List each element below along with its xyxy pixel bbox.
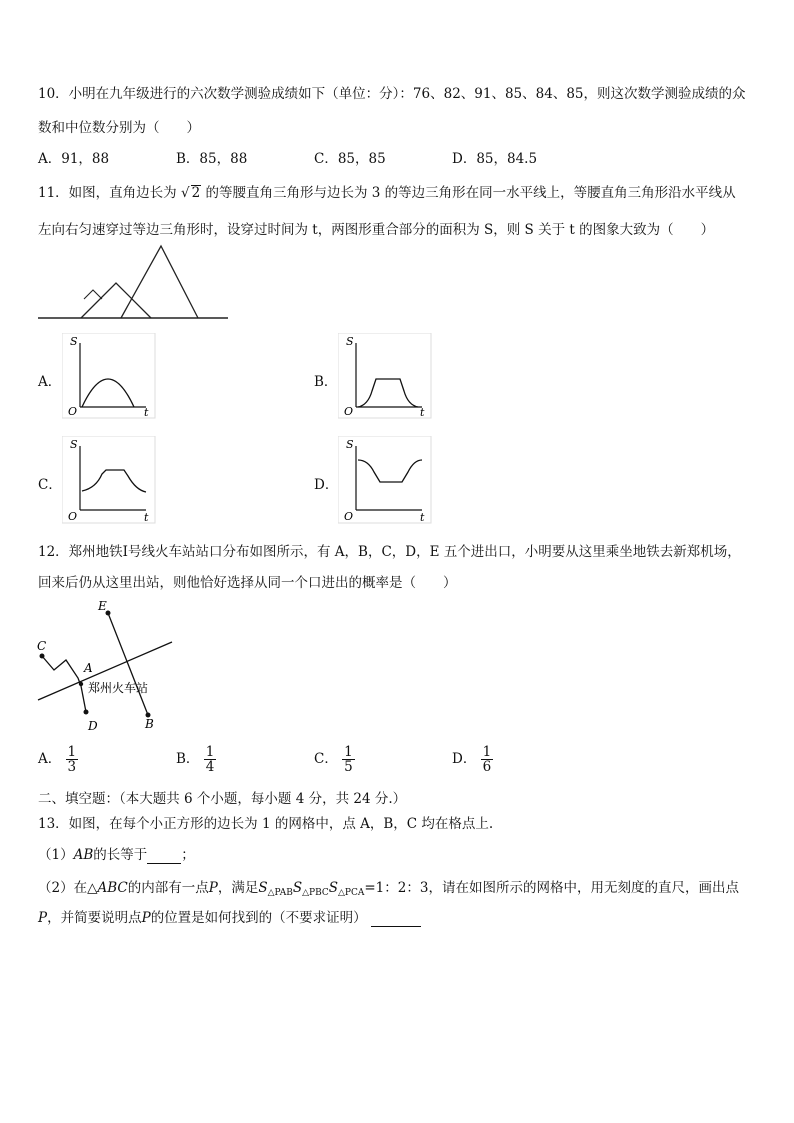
q10-option-a: A．91，88 <box>38 151 110 167</box>
fraction: $\frac{1}{3}$ <box>67 744 77 776</box>
q11-option-d-label: D． <box>314 477 339 493</box>
q11-stem-line2: 左向右匀速穿过等边三角形时，设穿过时间为 t，两图形重合部分的面积为 S，则 S 关于 t 的图象大致为（ ） <box>38 222 715 238</box>
section-heading: 二、填空题：（本大题共 6 个小题，每小题 4 分，共 24 分.） <box>38 791 407 807</box>
q12-option-b <box>176 745 216 774</box>
q11-triangles-figure <box>36 243 230 323</box>
axis-label-s: S <box>70 438 78 451</box>
q13-stem-line1: 13．如图，在每个小正方形的边长为 1 的网格中，点 A，B，C 均在格点上. <box>38 816 494 832</box>
q11-stem-post: 的等腰直角三角形与边长为 3 的等边三角形在同一水平线上，等腰直角三角形沿水平线从 <box>205 185 736 201</box>
q11-stem-line1 <box>38 181 736 201</box>
exit-c-path <box>42 656 81 686</box>
q13-part1: （1）AB的长等于 ； <box>38 847 195 863</box>
label-a: A <box>84 661 93 675</box>
curve-a <box>82 379 134 407</box>
q10-stem-line1: 10．小明在九年级进行的六次数学测验成绩如下（单位：分）：76、82、91、85、84、85，则这次数学测验成绩的众 <box>38 86 746 102</box>
exit-e-b-path <box>108 613 148 715</box>
sqrt-symbol: √ <box>180 185 190 201</box>
q11-option-c-label: C． <box>38 477 62 493</box>
q11-option-b-label: B． <box>314 374 338 390</box>
label-e: E <box>98 600 107 613</box>
label-c: C <box>37 639 47 653</box>
right-isosceles-triangle <box>81 283 151 318</box>
curve-d <box>358 460 422 482</box>
axis-label-t: t <box>144 511 149 524</box>
q12-stem-line2: 回来后仍从这里出站，则他恰好选择从同一个口进出的概率是（ ） <box>38 575 457 591</box>
q11-graph-c <box>62 436 156 524</box>
q11-option-a-label: A． <box>38 374 62 390</box>
q12-station-map <box>34 600 176 734</box>
axis-label-s: S <box>346 335 354 348</box>
point-c <box>40 654 45 659</box>
equilateral-triangle <box>121 246 198 318</box>
origin-label: O <box>68 510 78 523</box>
origin-label: O <box>344 405 354 418</box>
q13-part2-line2: P，并简要说明点P的位置是如何找到的（不要求证明） <box>38 906 421 927</box>
fraction: $\frac{1}{5}$ <box>344 744 353 776</box>
q11-sqrt-value: 2 <box>191 185 201 201</box>
fraction: $\frac{1}{4}$ <box>205 744 215 776</box>
option-label: D． <box>452 751 477 768</box>
right-angle-mark <box>84 290 102 299</box>
q12-option-d <box>452 745 493 774</box>
q12-option-a <box>38 745 78 774</box>
fraction: $\frac{1}{6}$ <box>482 744 492 776</box>
axis-label-t: t <box>420 511 425 524</box>
q11-graph-d <box>338 436 432 524</box>
option-label: C． <box>314 751 338 768</box>
q11-graph-a <box>62 333 156 419</box>
label-b: B <box>145 717 154 731</box>
q13-part2-line1: （2）在△ABC的内部有一点P，满足$S_{\triangle PAB}S_{\triangle PBC}S_{\triangle PCA}=1$：2：3，请在如图所示的网格中，用无刻度的直尺，画出点 <box>38 880 739 898</box>
answer-blank-2[interactable] <box>371 910 421 927</box>
q10-option-b: B．85，88 <box>176 151 248 167</box>
q12-option-c <box>314 745 355 774</box>
option-label: A． <box>38 751 62 768</box>
option-label: B． <box>176 751 200 768</box>
q12-stem-line1: 12．郑州地铁Ⅰ号线火车站站口分布如图所示，有 A，B，C，D，E 五个进出口，小明要从这里乘坐地铁去新郑机场， <box>38 544 741 560</box>
label-d: D <box>88 719 98 733</box>
exit-d-path <box>81 686 86 712</box>
curve-c <box>82 470 146 492</box>
station-label: 郑州火车站 <box>88 681 149 695</box>
point-d <box>84 710 89 715</box>
q11-graph-b <box>338 333 432 419</box>
axis-label-t: t <box>144 406 149 419</box>
axis-label-s: S <box>70 335 78 348</box>
curve-b <box>358 379 418 407</box>
origin-label: O <box>344 510 354 523</box>
axis-label-t: t <box>420 406 425 419</box>
q11-stem-pre: 11．如图，直角边长为 <box>38 185 177 201</box>
q10-option-c: C．85，85 <box>314 151 386 167</box>
answer-blank-1[interactable] <box>147 847 181 864</box>
q10-stem-line2: 数和中位数分别为（ ） <box>38 120 200 136</box>
axis-label-s: S <box>346 438 354 451</box>
point-a <box>79 682 83 686</box>
q10-option-d: D．85，84.5 <box>452 151 538 167</box>
origin-label: O <box>68 405 78 418</box>
